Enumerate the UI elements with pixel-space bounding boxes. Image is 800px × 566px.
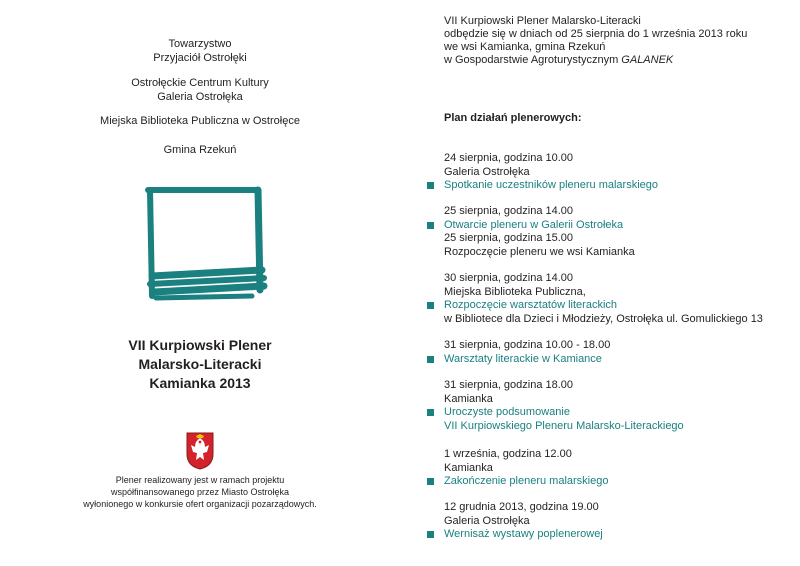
organizer-gmina <box>0 143 400 157</box>
event-activity <box>444 528 603 542</box>
right-panel <box>400 0 800 566</box>
organizer-biblioteka <box>0 114 400 128</box>
event-activity-text: Warsztaty literackie w Kamiance <box>444 352 602 365</box>
organizer-line: Galeria Ostrołęka <box>157 91 243 103</box>
schedule-event <box>444 379 684 433</box>
bullet-square-icon <box>427 222 434 229</box>
bullet-square-icon <box>427 531 434 538</box>
event-activity <box>444 353 610 367</box>
event-activity-continued: VII Kurpiowskiego Pleneru Malarsko-Literackiego <box>444 419 684 432</box>
schedule-event <box>444 501 603 542</box>
event-datetime: 30 sierpnia, godzina 14.00 <box>444 272 574 284</box>
event-place: Galeria Ostrołęka <box>444 165 530 178</box>
title-line: VII Kurpiowski Plener <box>128 337 272 353</box>
intro-line <box>444 54 747 67</box>
funding-note <box>0 474 400 510</box>
event-activity-text: Otwarcie pleneru w Galerii Ostrołeka <box>444 218 624 231</box>
schedule-event <box>444 152 658 193</box>
organizer-line: Miejska Biblioteka Publiczna w Ostrołęce <box>100 115 300 127</box>
organizer-line: Gmina Rzekuń <box>163 144 237 156</box>
schedule-event <box>444 272 763 326</box>
schedule-event <box>444 339 610 366</box>
organizer-line: Przyjaciół Ostrołęki <box>153 52 247 64</box>
title-line: Kamianka 2013 <box>149 375 251 391</box>
event-datetime: 31 sierpnia, godzina 18.00 <box>444 379 574 391</box>
event-datetime: 12 grudnia 2013, godzina 19.00 <box>444 501 599 513</box>
event-place: Kamianka <box>444 461 493 474</box>
funding-line: wyłonionego w konkursie ofert organizacji pozarządowych. <box>83 499 317 509</box>
bullet-square-icon <box>427 478 434 485</box>
event-datetime: 24 sierpnia, godzina 10.00 <box>444 152 574 164</box>
intro-venue-name: GALANEK <box>621 54 674 66</box>
bullet-square-icon <box>427 182 434 189</box>
organizer-line: Ostrołęckie Centrum Kultury <box>131 77 269 89</box>
event-place: Galeria Ostrołęka <box>444 514 530 527</box>
event-datetime: 25 sierpnia, godzina 14.00 <box>444 205 574 217</box>
bullet-square-icon <box>427 356 434 363</box>
coat-of-arms-icon <box>186 432 214 470</box>
organizer-towarzystwo <box>0 37 400 65</box>
event-activity-text: Rozpoczęcie warsztatów literackich <box>444 299 618 311</box>
schedule-event <box>444 448 608 489</box>
intro-line: odbędzie się w dniach od 25 sierpnia do 1 września 2013 roku <box>444 28 748 40</box>
event-activity <box>444 299 763 313</box>
event-datetime: 25 sierpnia, godzina 15.00 <box>444 232 574 244</box>
event-activity <box>444 179 658 193</box>
event-activity <box>444 406 684 420</box>
intro-line: VII Kurpiowski Plener Malarsko-Literacki <box>444 15 641 27</box>
event-place: Kamianka <box>444 392 493 405</box>
organizer-line: Towarzystwo <box>168 38 232 50</box>
easel-frame-logo <box>138 186 268 306</box>
intro-venue-prefix: w Gospodarstwie Agroturystycznym <box>444 54 622 66</box>
event-datetime: 1 września, godzina 12.00 <box>444 448 572 460</box>
intro-text <box>444 15 747 67</box>
event-place: w Bibliotece dla Dzieci i Młodzieży, Ostrołęka ul. Gomulickiego 13 <box>444 312 763 325</box>
funding-line: Plener realizowany jest w ramach projektu <box>115 475 285 485</box>
title-line: Malarsko-Literacki <box>138 356 262 372</box>
organizer-ock <box>0 76 400 104</box>
event-activity-text: Zakończenie pleneru malarskiego <box>444 475 609 487</box>
event-activity <box>444 219 635 233</box>
bullet-square-icon <box>427 302 434 309</box>
intro-line: we wsi Kamianka, gmina Rzekuń <box>444 41 606 53</box>
bullet-square-icon <box>427 409 434 416</box>
event-activity <box>444 475 608 489</box>
plan-heading: Plan działań plenerowych: <box>444 112 582 124</box>
funding-line: współfinansowanego przez Miasto Ostrołęka <box>110 487 290 497</box>
schedule-event <box>444 205 635 259</box>
event-title <box>0 336 400 393</box>
event-activity-text: Spotkanie uczestników pleneru malarskiego <box>444 179 659 191</box>
event-activity-text: Uroczyste podsumowanie <box>444 406 570 418</box>
event-place: Miejska Biblioteka Publiczna, <box>444 285 586 298</box>
event-activity-text: Wernisaż wystawy poplenerowej <box>444 528 603 540</box>
event-place: Rozpoczęcie pleneru we wsi Kamianka <box>444 245 635 258</box>
event-datetime: 31 sierpnia, godzina 10.00 - 18.00 <box>444 339 611 351</box>
